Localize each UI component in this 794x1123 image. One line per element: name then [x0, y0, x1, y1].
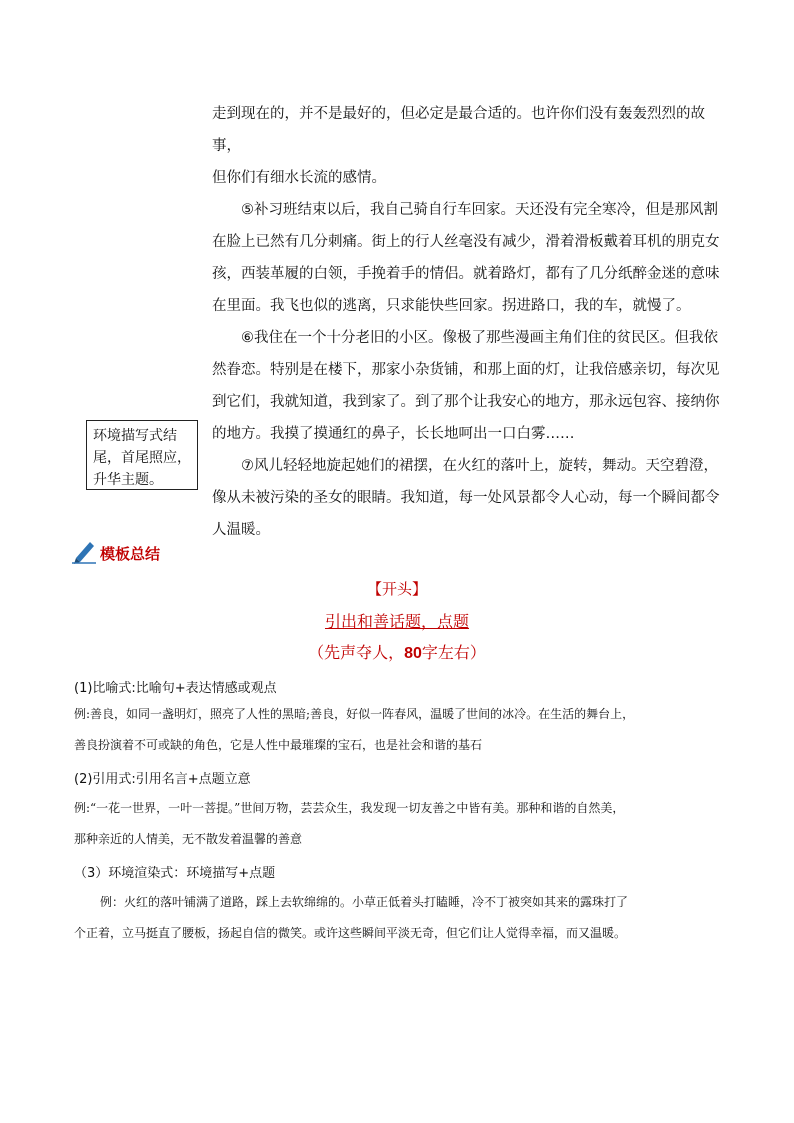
pencil-icon [72, 538, 98, 568]
method-1-title: (1)比喻式:比喻句+表达情感或观点 [74, 681, 277, 696]
essay-line: 但你们有细水长流的感情。 [212, 170, 386, 186]
method-2-example: 那种亲近的人情美，无不散发着温馨的善意 [74, 832, 303, 846]
method-2-title: (2)引用式:引用名言+点题立意 [74, 772, 251, 787]
essay-body [212, 98, 732, 546]
method-3-title: （3）环境渲染式：环境描写+点题 [74, 866, 276, 881]
method-1-example: 善良扮演着不可或缺的角色，它是人性中最璀璨的宝石，也是社会和谐的基石 [74, 738, 483, 752]
section-hint: （先声夺人，80字左右） [308, 643, 486, 662]
section-open-label: 【开头】 [366, 580, 427, 598]
essay-line: 走到现在的，并不是最好的，但必定是最合适的。也许你们没有轰轰烈烈的故事， [212, 106, 705, 154]
summary-heading [72, 538, 160, 568]
essay-paragraph-7: ⑦风儿轻轻地旋起她们的裙摆，在火红的落叶上，旋转，舞动。天空碧澄，像从未被污染的圣女的眼睛。我知道，每一处风景都令人心动，每一个瞬间都令人温暖。 [212, 458, 720, 538]
method-3-example: 个正着，立马挺直了腰板，扬起自信的微笑。或许这些瞬间平淡无奇，但它们让人觉得幸福，而又温暖。 [74, 926, 627, 940]
summary-title: 模板总结 [100, 544, 161, 563]
method-3-example: 例：火红的落叶铺满了道路，踩上去软绵绵的。小草正低着头打瞌睡，冷不丁被突如其来的露珠打了 [100, 895, 629, 909]
method-1-example: 例:善良，如同一盏明灯，照亮了人性的黑暗;善良，好似一阵春风，温暖了世间的冰冷。在生活的舞台上， [74, 707, 635, 721]
method-2-example: 例:“一花一世界，一叶一菩提。”世间万物，芸芸众生，我发现一切友善之中皆有美。那种和谐的自然美， [74, 801, 625, 815]
essay-paragraph-5: ⑤补习班结束以后，我自己骑自行车回家。天还没有完全寒冷，但是那风割在脸上已然有几分刺痛。街上的行人丝毫没有减少，滑着滑板戴着耳机的朋克女孩，西装革履的白领，手挽着手的情侣。就着路灯，都有了几分纸醉金迷的意味在里面。我飞也似的逃离，只求能快些回家。拐进路口，我的车，就慢了。 [212, 202, 720, 314]
annotation-box: 环境描写式结尾，首尾照应，升华主题。 [86, 420, 198, 490]
section-intro-title: 引出和善话题，点题 [324, 612, 469, 631]
essay-paragraph-6: ⑥我住在一个十分老旧的小区。像极了那些漫画主角们住的贫民区。但我依然眷恋。特别是在楼下，那家小杂货铺，和那上面的灯，让我倍感亲切，每次见到它们，我就知道，我到家了。到了那个让我安心的地方，那永远包容、接纳你的地方。我摸了摸通红的鼻子，长长地呵出一口白雾…… [212, 330, 720, 442]
